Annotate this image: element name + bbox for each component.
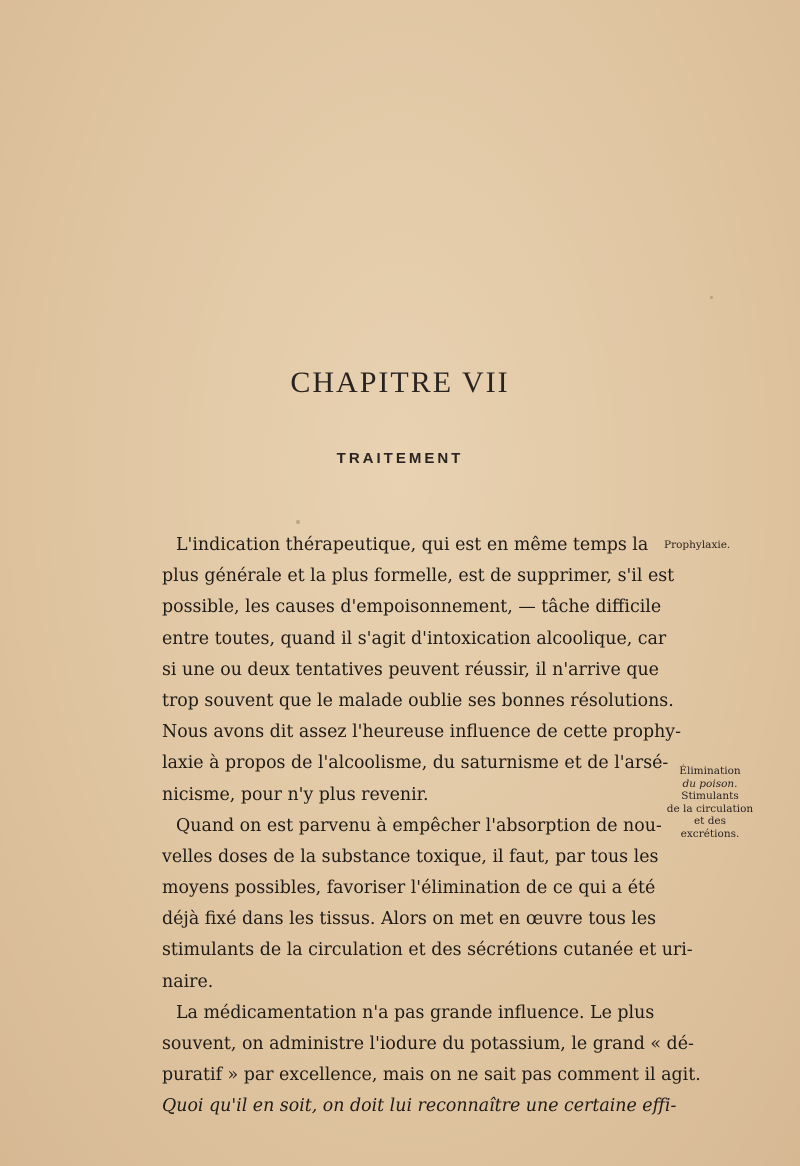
margin-note-line: et des	[693, 815, 727, 827]
text-line: entre toutes, quand il s'agit d'intoxication alcoolique, car	[162, 628, 667, 649]
text-line: naire.	[162, 971, 214, 992]
body-text	[162, 530, 701, 1123]
text-line: trop souvent que le malade oublie ses bonnes résolutions.	[162, 690, 674, 711]
paper-speck	[710, 296, 713, 299]
text-line: déjà fixé dans les tissus. Alors on met en œuvre tous les	[162, 909, 657, 930]
margin-note-line: Stimulants	[681, 790, 739, 802]
text-line	[162, 1091, 677, 1122]
paper-speck	[296, 520, 300, 524]
text-line: moyens possibles, favoriser l'élimination de ce qui a été	[162, 878, 656, 899]
text-line: La médicamentation n'a pas grande influence. Le plus	[176, 1002, 655, 1023]
italic-text: Quoi qu'il en soit, on doit lui reconnaître une certaine effi-	[162, 1096, 677, 1117]
text-line: Nous avons dit assez l'heureuse influence de cette prophy-	[162, 722, 681, 743]
text-line: possible, les causes d'empoisonnement, — tâche difficile	[162, 597, 662, 618]
text-line: puratif » par excellence, mais on ne sait pas comment il agit.	[162, 1065, 701, 1086]
margin-note-line: excrétions.	[680, 827, 740, 840]
chapter-subtitle: TRAITEMENT	[336, 450, 464, 467]
margin-note-elimination	[660, 765, 760, 840]
text-line: velles doses de la substance toxique, il faut, par tous les	[162, 846, 659, 867]
text-line: si une ou deux tentatives peuvent réussir, il n'arrive que	[162, 659, 659, 680]
text-line: Quand on est parvenu à empêcher l'absorption de nou-	[176, 815, 662, 836]
margin-note-line: du poison.	[682, 777, 738, 790]
text-line: laxie à propos de l'alcoolisme, du saturnisme et de l'arsé-	[162, 753, 669, 774]
text-line: souvent, on administre l'iodure du potassium, le grand « dé-	[162, 1034, 694, 1054]
chapter-heading: CHAPITRE VII	[290, 366, 510, 399]
text-line: nicisme, pour n'y plus revenir.	[162, 784, 429, 805]
text-line: stimulants de la circulation et des sécrétions cutanée et uri-	[162, 940, 693, 961]
margin-note-prophylaxie: Prophylaxie.	[664, 539, 731, 551]
text-line: L'indication thérapeutique, qui est en même temps la	[176, 535, 649, 555]
margin-note-line: de la circulation	[666, 802, 754, 815]
text-line: plus générale et la plus formelle, est de supprimer, s'il est	[162, 566, 675, 587]
margin-note-line: Élimination	[679, 765, 741, 777]
